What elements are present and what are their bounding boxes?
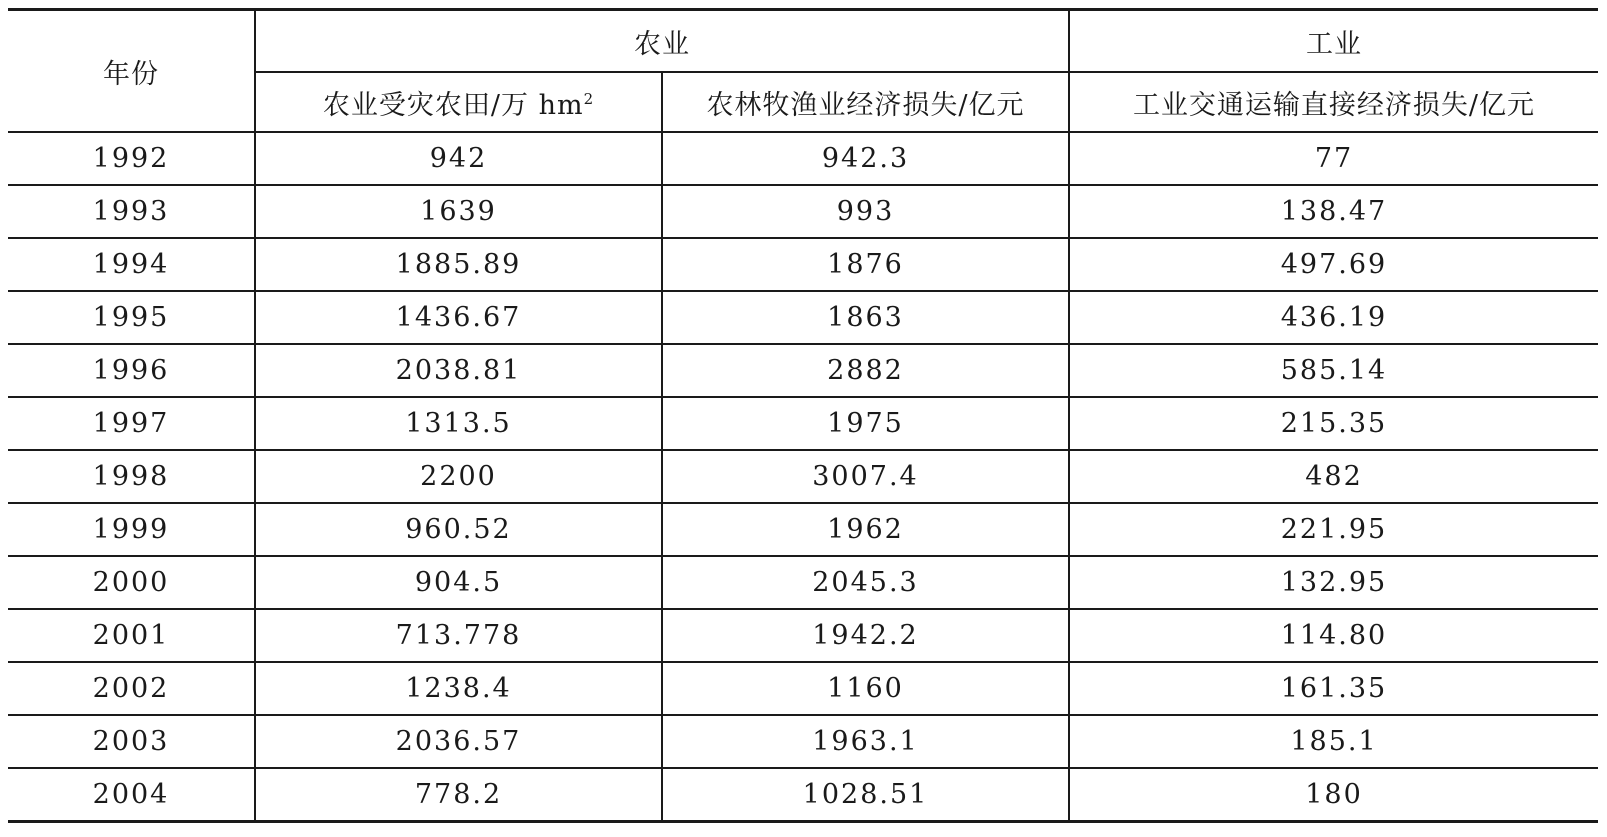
year-cell: 2002 [8, 662, 255, 715]
year-cell: 1992 [8, 132, 255, 185]
agri-loss-cell: 2882 [662, 344, 1069, 397]
data-table-container [8, 8, 1598, 823]
farmland-cell: 1313.5 [255, 397, 662, 450]
agri-loss-cell: 1028.51 [662, 768, 1069, 822]
industry-loss-cell: 221.95 [1069, 503, 1598, 556]
year-cell: 2001 [8, 609, 255, 662]
industry-loss-cell: 436.19 [1069, 291, 1598, 344]
year-cell: 1996 [8, 344, 255, 397]
farmland-column-header [255, 72, 662, 132]
industry-loss-cell: 180 [1069, 768, 1598, 822]
year-column-header: 年份 [8, 10, 255, 133]
agri-loss-cell: 1160 [662, 662, 1069, 715]
year-cell: 2004 [8, 768, 255, 822]
industry-loss-cell: 185.1 [1069, 715, 1598, 768]
table-row [8, 185, 1598, 238]
farmland-cell: 2036.57 [255, 715, 662, 768]
table-row [8, 768, 1598, 822]
table-row [8, 609, 1598, 662]
table-row [8, 450, 1598, 503]
farmland-cell: 713.778 [255, 609, 662, 662]
industry-loss-cell: 215.35 [1069, 397, 1598, 450]
industry-group-header: 工业 [1069, 10, 1598, 73]
agri-loss-column-header: 农林牧渔业经济损失/亿元 [662, 72, 1069, 132]
year-cell: 2003 [8, 715, 255, 768]
agri-loss-cell: 1942.2 [662, 609, 1069, 662]
farmland-cell: 960.52 [255, 503, 662, 556]
agri-loss-cell: 993 [662, 185, 1069, 238]
industry-loss-cell: 138.47 [1069, 185, 1598, 238]
agri-loss-cell: 1962 [662, 503, 1069, 556]
industry-loss-cell: 114.80 [1069, 609, 1598, 662]
year-cell: 1997 [8, 397, 255, 450]
agri-loss-cell: 1975 [662, 397, 1069, 450]
agri-loss-cell: 1963.1 [662, 715, 1069, 768]
year-cell: 1995 [8, 291, 255, 344]
farmland-header-superscript: 2 [583, 89, 595, 108]
year-cell: 1993 [8, 185, 255, 238]
table-row [8, 397, 1598, 450]
year-cell: 1999 [8, 503, 255, 556]
year-cell: 2000 [8, 556, 255, 609]
table-row [8, 132, 1598, 185]
farmland-header-text: 农业受灾农田/万 hm [322, 89, 584, 121]
table-row [8, 556, 1598, 609]
farmland-cell: 942 [255, 132, 662, 185]
table-row [8, 344, 1598, 397]
table-row [8, 662, 1598, 715]
agri-loss-cell: 2045.3 [662, 556, 1069, 609]
farmland-cell: 1238.4 [255, 662, 662, 715]
industry-loss-column-header: 工业交通运输直接经济损失/亿元 [1069, 72, 1598, 132]
table-body [8, 132, 1598, 822]
agri-loss-cell: 3007.4 [662, 450, 1069, 503]
industry-loss-cell: 482 [1069, 450, 1598, 503]
farmland-cell: 1885.89 [255, 238, 662, 291]
industry-loss-cell: 132.95 [1069, 556, 1598, 609]
year-cell: 1994 [8, 238, 255, 291]
disaster-loss-table [8, 8, 1598, 823]
farmland-cell: 2038.81 [255, 344, 662, 397]
year-cell: 1998 [8, 450, 255, 503]
industry-loss-cell: 585.14 [1069, 344, 1598, 397]
farmland-cell: 1639 [255, 185, 662, 238]
table-header [8, 10, 1598, 133]
table-row [8, 238, 1598, 291]
agri-loss-cell: 1863 [662, 291, 1069, 344]
farmland-cell: 2200 [255, 450, 662, 503]
table-row [8, 503, 1598, 556]
agri-loss-cell: 1876 [662, 238, 1069, 291]
industry-loss-cell: 497.69 [1069, 238, 1598, 291]
industry-loss-cell: 161.35 [1069, 662, 1598, 715]
agri-loss-cell: 942.3 [662, 132, 1069, 185]
farmland-cell: 778.2 [255, 768, 662, 822]
farmland-cell: 1436.67 [255, 291, 662, 344]
farmland-cell: 904.5 [255, 556, 662, 609]
table-row [8, 715, 1598, 768]
agriculture-group-header: 农业 [255, 10, 1069, 73]
table-row [8, 291, 1598, 344]
industry-loss-cell: 77 [1069, 132, 1598, 185]
